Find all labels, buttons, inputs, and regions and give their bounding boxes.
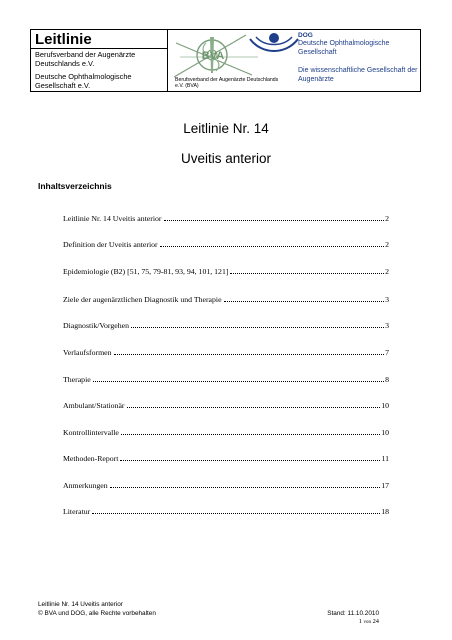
toc-entry-label: Verlaufsformen: [63, 348, 112, 357]
toc-dot-leader: [121, 434, 380, 435]
toc-dot-leader: [131, 327, 384, 328]
toc-entry-label: Ambulant/Stationär: [63, 401, 125, 410]
toc-entry[interactable]: [63, 240, 389, 249]
footer-page-current: 1: [358, 618, 362, 625]
dog-name: Deutsche Ophthalmologische Gesellschaft: [298, 40, 390, 56]
toc-dot-leader: [160, 246, 384, 247]
toc-entry-page: 2: [385, 267, 389, 276]
toc-dot-leader: [110, 487, 381, 488]
toc-entry-label: Definition der Uveitis anterior: [63, 240, 158, 249]
toc-entry-page: 18: [381, 507, 389, 516]
toc-entry[interactable]: [63, 428, 389, 437]
toc-entry-page: 2: [385, 240, 389, 249]
toc-entry[interactable]: [63, 295, 389, 304]
toc-entry-label: Ziele der augenärztlichen Diagnostik und Therapie: [63, 295, 222, 304]
toc-entry[interactable]: [63, 348, 389, 357]
toc-dot-leader: [120, 460, 380, 461]
toc-heading: Inhaltsverzeichnis: [38, 181, 112, 191]
toc-entry-label: Therapie: [63, 375, 91, 384]
toc-entry[interactable]: [63, 375, 389, 384]
toc-entry[interactable]: [63, 401, 389, 410]
toc-entry-page: 2: [385, 214, 389, 223]
toc-entry-page: 7: [385, 348, 389, 357]
bva-caption: Berufsverband der Augenärzte Deutschlands e.V. (BVA): [175, 77, 279, 89]
footer-document-name: Leitlinie Nr. 14 Uveitis anterior: [38, 601, 123, 608]
bva-logo-text: BVA: [201, 50, 225, 62]
dog-eye-icon: [248, 33, 300, 57]
toc-dot-leader: [224, 301, 385, 302]
toc-dot-leader: [92, 513, 380, 514]
toc-entry-label: Leitlinie Nr. 14 Uveitis anterior: [63, 214, 162, 223]
dog-abbreviation: DOG: [298, 32, 313, 39]
footer-stand: Stand: 11.10.2010: [327, 610, 379, 617]
footer-page-number: [359, 618, 379, 625]
toc-entry-page: 17: [381, 481, 389, 490]
header-org-bva: Berufsverband der Augenärzte Deutschlands e.V.: [35, 50, 136, 68]
toc-dot-leader: [230, 273, 384, 274]
toc-entry-page: 3: [385, 321, 389, 330]
footer-page-of: von: [363, 620, 371, 625]
toc-entry[interactable]: [63, 507, 389, 516]
header-box: [30, 29, 421, 92]
header-title: Leitlinie: [35, 31, 92, 48]
toc-dot-leader: [127, 407, 381, 408]
toc-entry-page: 10: [381, 428, 389, 437]
dog-text-block: [298, 32, 420, 84]
toc-entry-label: Kontrollintervalle: [63, 428, 119, 437]
header-left-cell: [31, 30, 168, 91]
toc-entry-page: 11: [381, 454, 389, 463]
toc-dot-leader: [114, 354, 385, 355]
dog-tagline: Die wissenschaftliche Gesellschaft der Augenärzte: [298, 67, 418, 83]
toc-dot-leader: [93, 381, 384, 382]
header-org-dog: Deutsche Ophthalmologische Gesellschaft e.V.: [35, 72, 132, 90]
toc-entry-label: Anmerkungen: [63, 481, 108, 490]
toc-entry[interactable]: [63, 214, 389, 223]
toc-entry[interactable]: [63, 267, 389, 276]
footer-page-total: 24: [372, 618, 379, 625]
toc-entry-label: Literatur: [63, 507, 91, 516]
toc-entry-page: 10: [381, 401, 389, 410]
header-divider: [31, 48, 167, 49]
toc-entry-page: 3: [385, 295, 389, 304]
document-title: Leitlinie Nr. 14: [183, 121, 269, 136]
toc-entry-page: 8: [385, 375, 389, 384]
toc-entry-label: Methoden-Report: [63, 454, 119, 463]
footer-copyright: © BVA und DOG, alle Rechte vorbehalten: [38, 610, 156, 617]
toc-entry-label: Diagnostik/Vorgehen: [63, 321, 129, 330]
toc-entry[interactable]: [63, 321, 389, 330]
toc-entry[interactable]: [63, 481, 389, 490]
toc-entry[interactable]: [63, 454, 389, 463]
toc-entry-label: Epidemiologie (B2) [51, 75, 79-81, 93, 94, 101, 121]: [63, 267, 229, 276]
document-subtitle: Uveitis anterior: [180, 151, 272, 166]
toc-dot-leader: [164, 220, 385, 221]
